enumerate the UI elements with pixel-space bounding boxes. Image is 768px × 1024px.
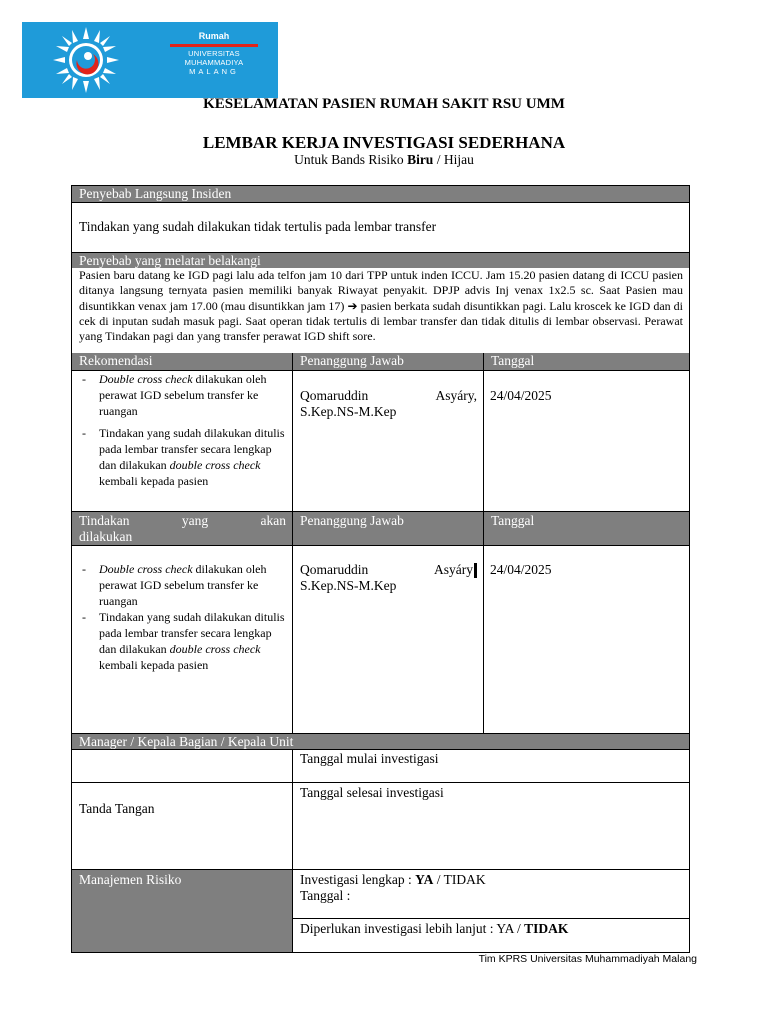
tanggal-mulai-label: Tanggal mulai investigasi xyxy=(300,751,439,766)
penyebab-belakang-part1: Pasien baru datang ke IGD pagi lalu ada telfon jam 10 dari TPP untuk inden ICCU. Jam 15.20 pasien datang di ICCU pasien ditanya langsung ternyata pasien memiliki banyak Riwayat penyakit. DPJP advis Inj venax 1x2.5 sc. Saat Pasien mau disuntikkan venax jam 17.00 (mau disuntikkan jam 17) xyxy=(79,268,683,313)
logo-emblem xyxy=(22,22,150,98)
header-tanggal: Tanggal xyxy=(491,513,535,528)
logo-line2: MUHAMMADIYA xyxy=(184,58,244,67)
column-divider xyxy=(483,511,484,733)
list-item: - Double cross check dilakukan oleh perawat IGD sebelum transfer ke ruangan xyxy=(73,371,289,419)
form-subtitle xyxy=(0,152,768,168)
tindakan-pj: Qomaruddin Asyáry S.Kep.NS-M.Kep xyxy=(300,562,477,594)
tindakan-date: 24/04/2025 xyxy=(490,562,552,577)
column-divider xyxy=(292,353,293,511)
list-item: - Double cross check dilakukan oleh perawat IGD sebelum transfer ke ruangan xyxy=(73,561,289,609)
bands-rest: / Hijau xyxy=(436,152,474,167)
column-divider xyxy=(292,511,293,733)
header-tindakan: Tindakan yang akan dilakukan xyxy=(79,513,286,544)
column-divider xyxy=(292,749,293,869)
divider xyxy=(71,782,690,783)
rekomendasi-pj: Qomaruddin Asyáry, S.Kep.NS-M.Kep xyxy=(300,388,477,419)
tanggal-selesai-label: Tanggal selesai investigasi xyxy=(300,785,444,800)
tindakan-list xyxy=(73,561,289,673)
text-cursor xyxy=(474,563,477,578)
bands-biru: Biru xyxy=(407,152,434,167)
arrow-icon: ➔ xyxy=(347,298,358,313)
penyebab-langsung-text: Tindakan yang sudah dilakukan tidak tertulis pada lembar transfer xyxy=(79,219,437,234)
sun-emblem-icon xyxy=(51,25,121,95)
logo-text-block xyxy=(150,22,278,98)
document-title: KESELAMATAN PASIEN RUMAH SAKIT RSU UMM xyxy=(203,96,565,112)
divider xyxy=(71,545,690,546)
list-item: - Tindakan yang sudah dilakukan ditulis pada lembar transfer secara lengkap dan dilakukan double cross check kembali kepada pasien xyxy=(73,425,289,489)
logo-line3: MALANG xyxy=(189,67,239,76)
hospital-logo xyxy=(22,22,278,98)
logo-red-bar xyxy=(170,44,258,47)
investigasi-lengkap: Investigasi lengkap : YA / TIDAK xyxy=(300,872,486,887)
penyebab-belakang-part2: pasien berkata sudah disuntikkan pagi. Lalu kroscek ke IGD dan di cek di inputan sudah masuk pagi. Saat operan tidak tertulis di lembar transfer dan tidak ditulis di lembar observasi. Perawat yang Tindakan pagi dan yang transfer perawat IGD shift sore. xyxy=(79,298,684,344)
header-penyebab-belakang: Penyebab yang melatar belakangi xyxy=(72,253,689,268)
rekomendasi-date: 24/04/2025 xyxy=(490,388,552,403)
investigasi-lanjut: Diperlukan investigasi lebih lanjut : YA / TIDAK xyxy=(300,921,569,936)
divider xyxy=(292,918,690,919)
logo-line1: UNIVERSITAS xyxy=(188,49,240,58)
column-divider xyxy=(483,353,484,511)
header-manager: Manager / Kepala Bagian / Kepala Unit xyxy=(72,734,689,749)
header-penanggung-jawab: Penanggung Jawab xyxy=(300,353,404,368)
column-divider xyxy=(292,869,293,953)
header-penanggung-jawab: Penanggung Jawab xyxy=(300,513,404,528)
header-penyebab-langsung: Penyebab Langsung Insiden xyxy=(72,186,689,202)
form-title: LEMBAR KERJA INVESTIGASI SEDERHANA xyxy=(202,133,566,152)
penyebab-belakang-text xyxy=(79,268,683,344)
header-rekomendasi: Rekomendasi xyxy=(79,353,153,368)
manajemen-tanggal: Tanggal : xyxy=(300,888,351,903)
header-manajemen-risiko: Manajemen Risiko xyxy=(72,870,292,952)
footer-text: Tim KPRS Universitas Muhammadiyah Malang xyxy=(478,953,697,965)
list-item: - Tindakan yang sudah dilakukan ditulis pada lembar transfer secara lengkap dan dilakukan double cross check kembali kepada pasien xyxy=(73,609,289,673)
bands-prefix: Untuk Bands Risiko xyxy=(294,152,404,167)
divider xyxy=(71,749,690,750)
header-tanggal: Tanggal xyxy=(491,353,535,368)
tanda-tangan-label: Tanda Tangan xyxy=(79,801,155,816)
divider xyxy=(71,202,690,203)
rekomendasi-list xyxy=(73,371,289,489)
logo-rumah-text: Rumah xyxy=(198,31,230,41)
